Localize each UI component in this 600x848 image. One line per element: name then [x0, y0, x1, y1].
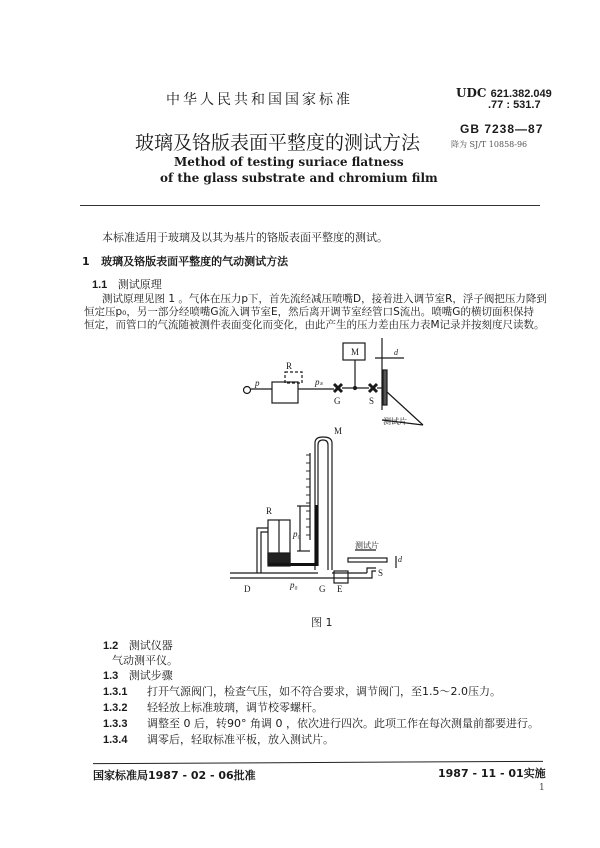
label-s: S — [369, 396, 375, 406]
section-1-3-heading — [103, 667, 173, 683]
label-r: R — [286, 361, 293, 371]
section-number: 1.3 — [103, 670, 119, 682]
step-number: 1.3.2 — [103, 702, 128, 714]
step-item — [103, 715, 539, 731]
step-number: 1.3.4 — [103, 734, 128, 746]
figure-caption: 图 1 — [311, 616, 333, 629]
label-p: p — [255, 378, 260, 388]
title-en-line2: of the glass substrate and chromium film — [160, 171, 438, 185]
label-r-bottom: R — [266, 506, 273, 516]
step-item — [103, 731, 334, 747]
gb-code: GB 7238—87 — [460, 122, 544, 136]
country-standard-heading: 中华人民共和国国家标准 — [166, 92, 353, 108]
label-m: M — [351, 347, 360, 357]
gas-source-icon — [244, 387, 251, 394]
test-piece-bottom — [348, 558, 387, 562]
section-title: 玻璃及铬版表面平整度的气动测试方法 — [101, 255, 289, 268]
test-piece-plate — [383, 370, 387, 405]
step-item — [103, 699, 323, 715]
apparatus-text: 气动测平仪。 — [112, 654, 178, 667]
nozzle-g-icon — [334, 384, 342, 392]
scope-text: 本标准适用于玻璃及以其为基片的铬版表面平整度的测试。 — [102, 231, 388, 244]
title-cn: 玻璃及铬版表面平整度的测试方法 — [135, 132, 421, 154]
mercury-column — [315, 505, 318, 566]
schematic-bottom — [230, 437, 396, 583]
step-number: 1.3.1 — [103, 686, 128, 698]
label-test-piece: 测试片 — [383, 417, 407, 426]
label-e: E — [337, 584, 343, 594]
label-p0-pipe: p₀ — [290, 580, 298, 590]
paragraph-line: 恒定压p₀，另一部分经喷嘴G流入调节室E，然后离开调节室经管口S流出。喷嘴G的横切面积保持 — [84, 306, 534, 318]
step-text: 调整至 0 后，转90° 角调 0 ，依次进行四次。此项工作在每次测量前都要进行。 — [147, 717, 539, 730]
label-s-bottom: S — [378, 568, 384, 578]
udc-line2: .77 : 531.7 — [488, 99, 541, 111]
label-m-bottom: M — [334, 426, 343, 436]
section-title: 测试原理 — [117, 278, 162, 291]
page-number: 1 — [539, 783, 545, 793]
section-title: 测试步骤 — [128, 669, 173, 682]
step-text: 打开气源阀门，检查气压，如不符合要求，调节阀门，至1.5～2.0压力。 — [147, 685, 501, 698]
paragraph-line: 测试原理见图 1 。气体在压力p下，首先流经减压喷嘴D，接着进入调节室R，浮子阀把压力降到 — [102, 293, 547, 305]
step-text: 调零后，轻取标准平板，放入测试片。 — [147, 733, 334, 746]
label-d: d — [394, 348, 398, 357]
regulator-chamber-r — [285, 372, 302, 383]
udc-line1: 621.382.049 — [490, 88, 552, 100]
paragraph-line: 恒定，而管口的气流随被测件表面变化而变化，由此产生的压力差由压力表M记录并按刻度尺读数。 — [84, 319, 545, 331]
section-number: 1.2 — [103, 640, 119, 652]
label-p0: p₀ — [293, 529, 301, 539]
section-1-2-heading — [103, 637, 173, 653]
section-number: 1 — [82, 255, 90, 268]
label-d-gap: d — [398, 555, 402, 564]
label-ps: pₛ — [315, 377, 323, 387]
regulator-box — [272, 382, 298, 403]
label-g: G — [334, 396, 341, 406]
label-test-piece-bottom: 测试片 — [355, 541, 379, 550]
effective-date: 1987 - 11 - 01实施 — [438, 767, 546, 780]
section-number: 1.1 — [92, 279, 108, 291]
udc-label: UDC — [456, 86, 487, 100]
step-number: 1.3.3 — [103, 718, 128, 730]
title-en-line1: Method of testing suriace flatness — [174, 155, 404, 169]
replaced-by: 降为 SJ/T 10858-96 — [451, 140, 528, 149]
label-d-nozzle: D — [244, 584, 251, 594]
step-text: 轻轻放上标准玻璃，调节校零螺杆。 — [147, 701, 323, 714]
step-item — [103, 683, 501, 699]
section-title: 测试仪器 — [128, 639, 173, 652]
label-g-bottom: G — [319, 584, 326, 594]
approval-date: 国家标准局1987 - 02 - 06批准 — [93, 769, 256, 782]
outlet-s-icon — [369, 384, 377, 392]
